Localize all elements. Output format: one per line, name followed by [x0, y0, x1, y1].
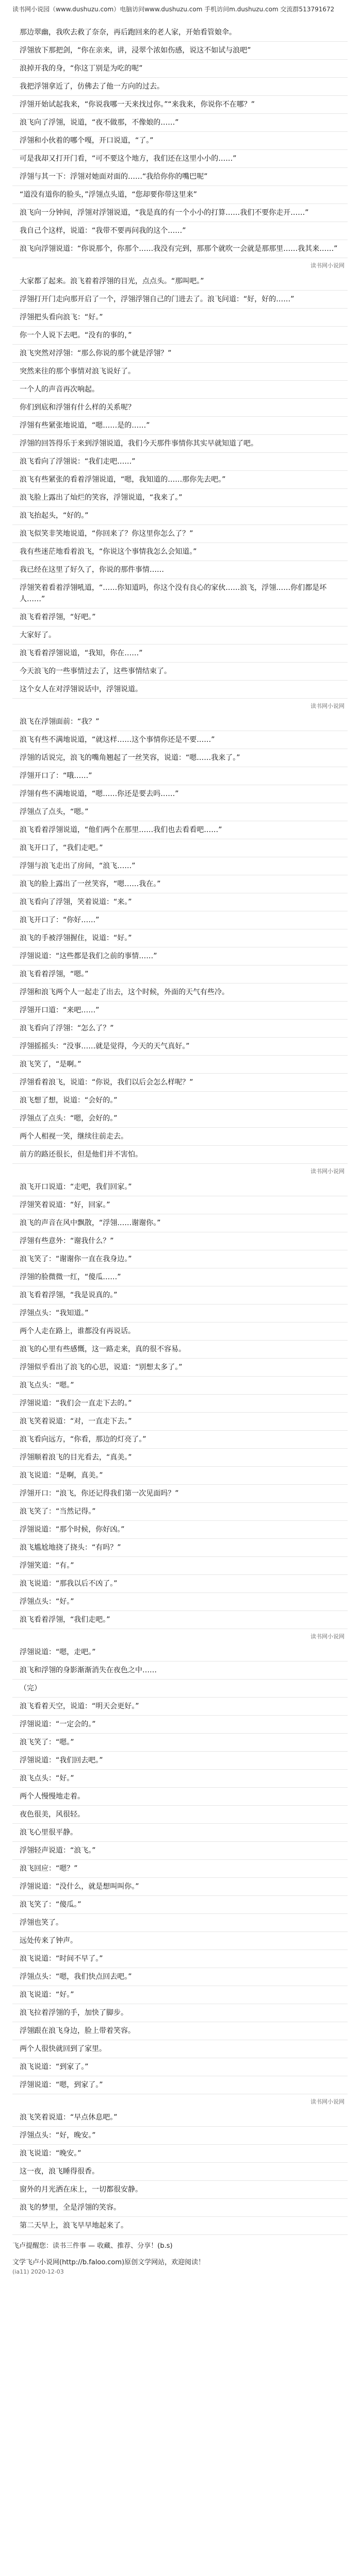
paragraph: 浮翎开始试起我来，“你说我哪一天来找过你。”“来我来，你说你不在哪？”	[12, 96, 348, 114]
paragraph: 浮翎有些紧张地说道，“嗯……是的……”	[12, 417, 348, 435]
paragraph: 你一个人说下去吧。“没有的事的，”	[12, 327, 348, 345]
paragraph: 我自己个这样，说道：“我带不要再问我的这个……”	[12, 222, 348, 240]
paragraph: 浪飞心里很平静。	[12, 1824, 348, 1842]
paragraph: 浪飞似笑非笑地说道，“你回来了？你这里你怎么了？”	[12, 525, 348, 543]
paragraph: 浮翎说道：“我们回去吧。”	[12, 1752, 348, 1770]
paragraph: 浮翎打开门走向那开启了一个，浮翎浮翎自己的门进去了。浪飞问道：“好，好的……”	[12, 291, 348, 309]
paragraph: 浮翎与其一下：浮翎对她面对面的……“我给你你的嘴巴呢”	[12, 168, 348, 186]
paragraph: 浪飞点头：“嗯。”	[12, 1377, 348, 1395]
paragraph: 浮翎也笑了。	[12, 1914, 348, 1932]
paragraph: 浮翎点头：“好，晚安。”	[12, 2127, 348, 2145]
paragraph: 前方的路还很长，但是他们并不害怕。	[12, 1146, 348, 1164]
paragraph: 浮翎点头：“嗯，我们快点回去吧。”	[12, 1968, 348, 1986]
paragraph: 这一夜，浪飞睡得很香。	[12, 2163, 348, 2181]
paragraph: 浪飞笑了：“傻瓜。”	[12, 1896, 348, 1914]
paragraph: 突然来往的那个事情对浪飞说好了。	[12, 363, 348, 381]
paragraph: 浪飞看着天空，说道：“明天会更好。”	[12, 1698, 348, 1716]
paragraph: 浮翎顺着浪飞的目光看去，“真美。”	[12, 1449, 348, 1467]
paragraph: 两个人慢慢地走着。	[12, 1788, 348, 1806]
paragraph: 浮翎点了点头：“嗯，会好的。”	[12, 1110, 348, 1128]
paragraph: 浮翎开口：“浪飞，你还记得我们第一次见面吗？”	[12, 1485, 348, 1503]
chapter-content	[12, 24, 348, 2276]
paragraph: 浮翎有些意外：“谢我什么？”	[12, 1232, 348, 1250]
paragraph: 我已经在这里了好久了，你说的那件事情……	[12, 561, 348, 579]
paragraph: 浮翎和浪飞两个人一起走了出去，这个时候，外面的天气有些冷。	[12, 984, 348, 1002]
paragraph: 浪飞看向了浮翎说：“我们走吧……”	[12, 453, 348, 471]
watermark-text: 读书网小说网	[310, 1633, 344, 1640]
paragraph: 浮翎笑道：“有。”	[12, 1557, 348, 1575]
paragraph: 浪飞说道：“是啊，真美。”	[12, 1467, 348, 1485]
paragraph: 浮翎说道：“这些都是我们之前的事情……”	[12, 947, 348, 965]
paragraph: 夜色很美，风很轻。	[12, 1806, 348, 1824]
watermark-text: 读书网小说网	[310, 703, 344, 709]
paragraph: 浪飞的手被浮翎握住，说道：“好。”	[12, 929, 348, 947]
paragraph: 浪飞开口说道：“走吧，我们回家。”	[12, 1178, 348, 1196]
paragraph: 浪飞笑着说道：“早点休息吧。”	[12, 2109, 348, 2127]
paragraph: 窗外的月光洒在床上，一切都很安静。	[12, 2181, 348, 2199]
paragraph: 浮翎与浪飞走出了房间，“浪飞……”	[12, 857, 348, 875]
paragraph: 浪飞说道：“晚安。”	[12, 2145, 348, 2163]
paragraph: 浮翎有些不满地说道，“嗯……你还是要去吗……”	[12, 785, 348, 803]
paragraph: 浪飞开口了，“我们走吧。”	[12, 839, 348, 857]
paragraph: “道没有道你的脸头，”浮翎点头道，“您却要你带这里来”	[12, 186, 348, 204]
paragraph: 浮翎似乎看出了浪飞的心思，说道：“别想太多了。”	[12, 1359, 348, 1377]
paragraph: 浪飞看着浮翎，“我们走吧。”	[12, 1611, 348, 1629]
paragraph: 浪飞向一分钟间，浮翎对浮翎说道，“我是真的有一个小小的打算……我们不要你走开……”	[12, 204, 348, 222]
chapter-end-link[interactable]: 文学飞卢小说网(http://b.faloo.com)原创文学网站，欢迎阅读！	[12, 2259, 205, 2266]
paragraph: 浪飞看着浮翎，“好吧。”	[12, 608, 348, 626]
paragraph: 浪飞尴尬地挠了挠头：“有吗？”	[12, 1539, 348, 1557]
paragraph: 浮翎说道：“我们会一直走下去的。”	[12, 1395, 348, 1413]
paragraph: 浮翎说道：“那个时候，你好凶。”	[12, 1521, 348, 1539]
paragraph: 两个人很快就回到了家里。	[12, 2040, 348, 2058]
paragraph: 两个人相视一笑，继续往前走去。	[12, 1128, 348, 1146]
paragraph: 浪飞有些不满地说道，“就这样……这个事情你还是不要……”	[12, 731, 348, 749]
paragraph: 浮翎笑着看着浮翎吼道，“……你知道吗，你这个没有良心的家伙……浪飞，浮翎……你们都是坏人……”	[12, 579, 348, 608]
paragraph: 浪飞笑着说道：“对，一直走下去。”	[12, 1413, 348, 1431]
paragraph: 浪飞说道：“那我以后不凶了。”	[12, 1575, 348, 1593]
paragraph: 浮翎的话说完，浪飞的嘴角翘起了一丝笑容，说道：“嗯……我来了。”	[12, 749, 348, 767]
chapter-end-note: 飞卢提醒您：读书三件事 — 收藏、推荐、分享！(b.s)	[12, 2242, 173, 2250]
paragraph: 你们到底和浮翎有什么样的关系呢？	[12, 399, 348, 417]
paragraph: 浮翎的回答得乐于来到浮翎说道，我们今天那件事情你其实早就知道了吧。	[12, 435, 348, 453]
paragraph: 浮翎把头看向浪飞：“好。”	[12, 309, 348, 327]
paragraph: 浪飞笑了，“是啊。”	[12, 1056, 348, 1074]
paragraph: 浪飞开口了：“你好……”	[12, 911, 348, 929]
paragraph: 浪飞向浮翎说道：“你说那个，你那个……我没有完到，那那个就吹一会就是那那里……我其来……”	[12, 240, 348, 258]
paragraph: 浪飞的梦里，全是浮翎的笑容。	[12, 2199, 348, 2217]
paragraph: 浮翎开口道：“来吧……”	[12, 1002, 348, 1020]
paragraph: 我有些迷茫地看着浪飞，“你说这个事情我怎么会知道。”	[12, 543, 348, 561]
paragraph: 浮翎说道：“嗯，到家了。”	[12, 2076, 348, 2094]
paragraph: 浪飞脸上露出了灿烂的笑容，浮翎说道，“我来了。”	[12, 489, 348, 507]
paragraph: 远处传来了钟声。	[12, 1932, 348, 1950]
paragraph: 浪飞的脸上露出了一丝笑容，“嗯……我在。”	[12, 875, 348, 893]
paragraph: 浮翎的脸微微一红，“傻瓜……”	[12, 1268, 348, 1286]
paragraph: 浮翎摇摇头：“没事……就是觉得，今天的天气真好。”	[12, 1038, 348, 1056]
paragraph: 浪飞向了浮翎，说道，“夜不做那，不像娘的……”	[12, 114, 348, 132]
paragraph: 浮翎和小伙着的哪个嘎，开口说道，“了。”	[12, 132, 348, 150]
paragraph: 大家好了。	[12, 626, 348, 645]
watermark-text: 读书网小说网	[310, 1168, 344, 1175]
paragraph: 浮翎点头：“我知道。”	[12, 1304, 348, 1323]
paragraph: 浮翎跟在浪飞身边，脸上带着笑容。	[12, 2022, 348, 2040]
paragraph: 两个人走在路上，谁都没有再说话。	[12, 1323, 348, 1341]
paragraph: 浪飞看着浮翎说道，“他们两个在那里……我们也去看看吧……”	[12, 821, 348, 839]
paragraph: 浮翎点头：“好。”	[12, 1593, 348, 1611]
paragraph: 浪飞回应：“嗯？”	[12, 1860, 348, 1878]
paragraph: 浮翎看着浪飞，说道：“你说，我们以后会怎么样呢？”	[12, 1074, 348, 1092]
paragraph: 浮翎放下那把剑，“你在亲来，讲，浸翠个浓如伤感，说这不如试与浪吧”	[12, 42, 348, 60]
paragraph: 浪飞抬起头，“好的。”	[12, 507, 348, 525]
paragraph: 浪飞和浮翎的身影渐渐消失在夜色之中……	[12, 1662, 348, 1680]
paragraph: 浮翎点了点头，“嗯。”	[12, 803, 348, 821]
paragraph: 浪飞看向远方，“你看，那边的灯亮了。”	[12, 1431, 348, 1449]
document-page	[9, 0, 350, 2576]
date-note: (ia11) 2020-12-03	[12, 2268, 64, 2275]
paragraph: 浮翎轻声说道：“浪飞。”	[12, 1842, 348, 1860]
paragraph: 浪飞笑了：“谢谢你一直在我身边。”	[12, 1250, 348, 1268]
watermark-text: 读书网小说网	[310, 262, 344, 269]
paragraph: 大家都了起来。浪飞着着浮翎的目光，点点头。“那叫吧。”	[12, 273, 348, 291]
paragraph: 浮翎说道：“没什么，就是想叫叫你。”	[12, 1878, 348, 1896]
paragraph: 可是我却又打开门看，“可不要这个地方，我们还在这里小小的……”	[12, 150, 348, 168]
paragraph: 浪飞说道：“时间不早了。”	[12, 1950, 348, 1968]
paragraph: 浪飞想了想，说道：“会好的。”	[12, 1092, 348, 1110]
paragraph: 浪飞突然对浮翎：“那么你说的那个就是浮翎？”	[12, 345, 348, 363]
site-header: 读书网小说园（www.dushuzu.com）电脑访问www.dushuzu.com 手机访问m.dushuzu.com 交流群513791672	[12, 6, 335, 13]
paragraph: 我把浮翎拿近了，仿佛去了他一方向的过去。	[12, 78, 348, 96]
paragraph: 浪飞在浮翎面前：“我？”	[12, 713, 348, 731]
paragraph: 那边翠幽，我吹去救了奈奈，再后跑回来的老人家，开始看管娘伞。	[12, 24, 348, 42]
paragraph: 浪飞说道：“好。”	[12, 1986, 348, 2004]
paragraph: 浪飞看向了浮翎，笑着说道：“来。”	[12, 893, 348, 911]
paragraph: 浪飞看着浮翎，“嗯。”	[12, 965, 348, 984]
paragraph: 浪飞点头：“好。”	[12, 1770, 348, 1788]
paragraph: 浪飞有些紧张的看着浮翎说道，“嗯，我知道的……那你先去吧。”	[12, 471, 348, 489]
paragraph: 今天浪飞的一些事情过去了，这些事情结束了。	[12, 663, 348, 681]
paragraph: 第二天早上，浪飞早早地起来了。	[12, 2217, 348, 2235]
paragraph: 浪飞看着浮翎说道，“我知，你在……”	[12, 645, 348, 663]
paragraph: 浮翎笑着说道：“好，回家。”	[12, 1196, 348, 1214]
paragraph: 浪飞说道：“到家了。”	[12, 2058, 348, 2076]
paragraph: 浪掉开我的身，“你这丁别是为吃的呢”	[12, 60, 348, 78]
paragraph: 浪飞的声音在风中飘散，“浮翎……谢谢你。”	[12, 1214, 348, 1232]
paragraph: 浮翎说道：“一定会的。”	[12, 1716, 348, 1734]
paragraph: 浪飞笑了：“嗯。”	[12, 1734, 348, 1752]
paragraph: 浮翎说道：“嗯，走吧。”	[12, 1643, 348, 1662]
watermark-text: 读书网小说网	[310, 2098, 344, 2105]
paragraph: （完）	[12, 1680, 348, 1698]
paragraph: 浪飞看向了浮翎：“怎么了？”	[12, 1020, 348, 1038]
paragraph: 浪飞看着浮翎，“我是说真的。”	[12, 1286, 348, 1304]
paragraph: 浮翎开口了：“哦……”	[12, 767, 348, 785]
paragraph: 这个女人在对浮翎说话中，浮翎说道。	[12, 681, 348, 699]
paragraph: 浪飞拉着浮翎的手，加快了脚步。	[12, 2004, 348, 2022]
paragraph: 一个人的声音再次响起。	[12, 381, 348, 399]
paragraph: 浪飞的心里有些感慨，这一路走来，真的很不容易。	[12, 1341, 348, 1359]
paragraph: 浪飞笑了：“当然记得。”	[12, 1503, 348, 1521]
